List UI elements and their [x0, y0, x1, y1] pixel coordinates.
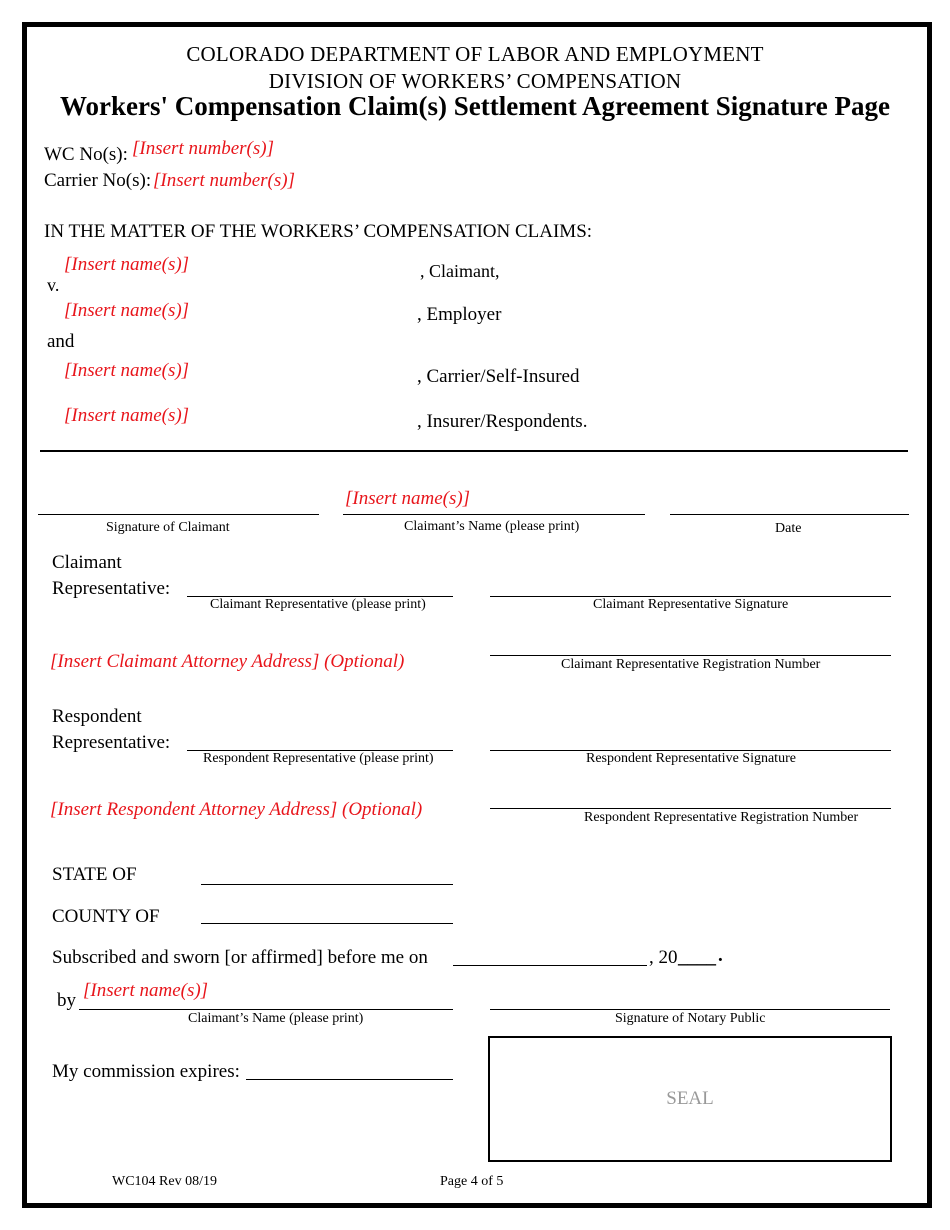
commission-label: My commission expires:: [52, 1061, 240, 1082]
section-divider: [40, 450, 908, 452]
sworn-date-line[interactable]: [453, 965, 647, 966]
respondent-rep-registration-caption: Respondent Representative Registration Number: [584, 810, 859, 825]
carrier-number-field[interactable]: [Insert number(s)]: [153, 170, 295, 191]
notary-signature-line[interactable]: [490, 1009, 890, 1010]
claimant-name-line[interactable]: [343, 514, 645, 515]
wc-number-field[interactable]: [Insert number(s)]: [132, 138, 274, 159]
county-of-label: COUNTY OF: [52, 906, 160, 927]
claimant-printed-name-field[interactable]: [Insert name(s)]: [345, 488, 471, 509]
claimant-attorney-address-field[interactable]: [Insert Claimant Attorney Address] (Optional): [50, 651, 405, 672]
carrier-name-field[interactable]: [Insert name(s)]: [64, 360, 190, 381]
state-of-label: STATE OF: [52, 864, 137, 885]
claimant-rep-label: Claimant: [52, 552, 122, 573]
and-label: and: [47, 331, 75, 352]
respondent-rep-print-caption: Respondent Representative (please print): [203, 751, 434, 766]
state-line[interactable]: [201, 884, 453, 885]
respondent-rep-label-2: Representative:: [52, 732, 171, 753]
claimant-role-label: , Claimant,: [420, 261, 500, 281]
date-line[interactable]: [670, 514, 909, 515]
by-name-field[interactable]: [Insert name(s)]: [83, 980, 209, 1001]
respondent-attorney-address-field[interactable]: [Insert Respondent Attorney Address] (Optional): [50, 799, 423, 820]
matter-heading: IN THE MATTER OF THE WORKERS’ COMPENSATION CLAIMS:: [44, 221, 593, 242]
seal-label: SEAL: [666, 1088, 714, 1109]
respondent-rep-signature-caption: Respondent Representative Signature: [586, 751, 796, 766]
claimant-rep-print-caption: Claimant Representative (please print): [210, 597, 426, 612]
wc-number-label: WC No(s):: [44, 144, 128, 165]
claimant-rep-registration-line[interactable]: [490, 655, 891, 656]
by-name-line[interactable]: [79, 1009, 453, 1010]
page-border: [22, 22, 932, 1208]
page-number: Page 4 of 5: [440, 1174, 504, 1189]
versus-label: v.: [47, 275, 60, 295]
seal-box: [488, 1036, 892, 1162]
claimant-rep-label-2: Representative:: [52, 578, 171, 599]
sworn-period: .: [718, 945, 723, 966]
sworn-text: Subscribed and sworn [or affirmed] before me on: [52, 947, 428, 968]
date-caption: Date: [775, 521, 802, 536]
by-label: by: [57, 990, 76, 1011]
year-prefix: , 20: [649, 947, 678, 968]
claimant-signature-caption: Signature of Claimant: [106, 520, 230, 535]
year-blank[interactable]: ____: [678, 947, 716, 968]
commission-line[interactable]: [246, 1079, 453, 1080]
notary-signature-caption: Signature of Notary Public: [615, 1011, 766, 1026]
employer-name-field[interactable]: [Insert name(s)]: [64, 300, 190, 321]
claimant-name-caption: Claimant’s Name (please print): [404, 519, 580, 534]
carrier-role-label: , Carrier/Self-Insured: [417, 366, 580, 387]
employer-role-label: , Employer: [417, 304, 502, 325]
respondent-rep-label: Respondent: [52, 706, 142, 727]
respondent-rep-registration-line[interactable]: [490, 808, 891, 809]
claimant-signature-line[interactable]: [38, 514, 319, 515]
form-id: WC104 Rev 08/19: [112, 1174, 217, 1189]
county-line[interactable]: [201, 923, 453, 924]
claimant-name-field[interactable]: [Insert name(s)]: [64, 254, 190, 275]
page-title: Workers' Compensation Claim(s) Settlement Agreement Signature Page: [60, 91, 890, 121]
insurer-role-label: , Insurer/Respondents.: [417, 411, 588, 432]
carrier-number-label: Carrier No(s):: [44, 170, 152, 191]
by-name-caption: Claimant’s Name (please print): [188, 1011, 364, 1026]
claimant-rep-registration-caption: Claimant Representative Registration Number: [561, 657, 821, 672]
insurer-name-field[interactable]: [Insert name(s)]: [64, 405, 190, 426]
claimant-rep-signature-caption: Claimant Representative Signature: [593, 597, 789, 612]
department-heading: COLORADO DEPARTMENT OF LABOR AND EMPLOYMENT: [186, 42, 764, 66]
division-heading: DIVISION OF WORKERS’ COMPENSATION: [268, 69, 682, 93]
